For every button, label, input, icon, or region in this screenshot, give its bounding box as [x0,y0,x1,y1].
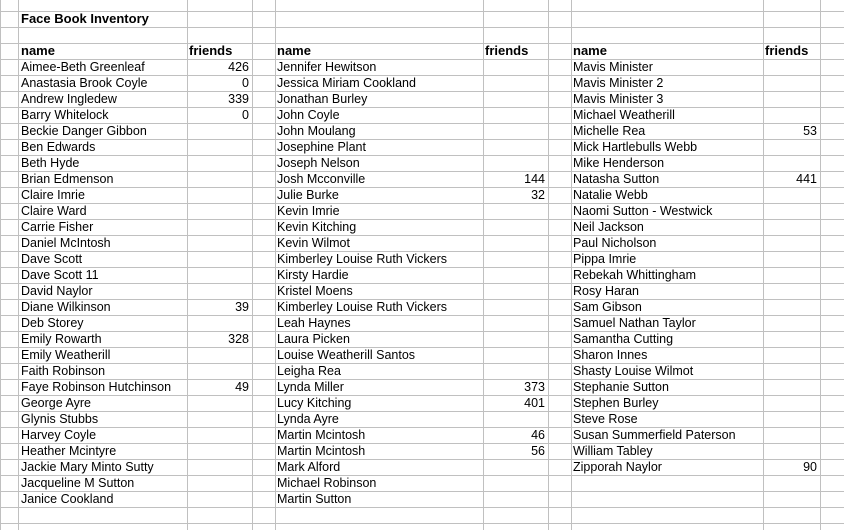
friends-cell[interactable] [189,459,249,475]
friends-cell[interactable] [757,187,817,203]
friends-cell[interactable]: 426 [228,60,249,74]
name-cell[interactable]: Martin Mcintosh [277,444,366,458]
friends-cell[interactable] [757,75,817,91]
friends-cell[interactable] [189,187,249,203]
friends-cell[interactable] [189,411,249,427]
name-cell[interactable]: Claire Ward [21,204,87,218]
name-cell[interactable]: Susan Summerfield Paterson [573,428,736,442]
name-cell[interactable]: Jonathan Burley [277,92,368,106]
friends-cell[interactable]: 0 [242,108,249,122]
name-cell[interactable]: Kimberley Louise Ruth Vickers [277,252,447,266]
friends-cell[interactable] [189,155,249,171]
name-cell[interactable]: Laura Picken [277,332,350,346]
friends-cell[interactable]: 39 [235,300,249,314]
name-cell[interactable]: George Ayre [21,396,91,410]
name-cell[interactable]: Kirsty Hardie [277,268,349,282]
name-cell[interactable]: Glynis Stubbs [21,412,99,426]
friends-cell[interactable] [757,299,817,315]
friends-cell[interactable]: 0 [242,76,249,90]
name-cell[interactable]: Kristel Moens [277,284,353,298]
friends-cell[interactable] [757,283,817,299]
name-cell[interactable]: Dave Scott [21,252,83,266]
name-cell[interactable]: Mavis Minister [573,60,653,74]
friends-cell[interactable] [485,75,545,91]
name-cell[interactable]: Neil Jackson [573,220,644,234]
friends-cell[interactable] [485,219,545,235]
name-cell[interactable]: Michael Robinson [277,476,377,490]
name-cell[interactable]: John Coyle [277,108,340,122]
friends-cell[interactable] [757,427,817,443]
friends-cell[interactable] [189,395,249,411]
friends-cell[interactable] [189,443,249,459]
friends-cell[interactable] [485,347,545,363]
friends-cell[interactable] [189,171,249,187]
friends-cell[interactable] [757,331,817,347]
friends-cell[interactable] [485,59,545,75]
friends-cell[interactable] [757,59,817,75]
friends-cell[interactable] [485,203,545,219]
friends-cell[interactable] [189,219,249,235]
name-cell[interactable]: David Naylor [21,284,93,298]
name-cell[interactable]: Daniel McIntosh [21,236,111,250]
friends-cell[interactable]: 328 [228,332,249,346]
friends-cell[interactable] [485,363,545,379]
name-cell[interactable]: Lynda Ayre [277,412,339,426]
friends-cell[interactable]: 46 [531,428,545,442]
friends-cell[interactable] [485,139,545,155]
name-cell[interactable]: Natalie Webb [573,188,648,202]
friends-cell[interactable]: 53 [803,124,817,138]
friends-cell[interactable] [189,427,249,443]
name-cell[interactable]: Mavis Minister 2 [573,76,664,90]
friends-cell[interactable] [757,155,817,171]
friends-cell[interactable] [485,123,545,139]
friends-cell[interactable] [189,475,249,491]
name-cell[interactable]: Emily Rowarth [21,332,102,346]
name-cell[interactable]: Jessica Miriam Cookland [277,76,416,90]
column-header-name[interactable]: name [277,43,311,58]
name-cell[interactable]: Shasty Louise Wilmot [573,364,694,378]
friends-cell[interactable]: 441 [796,172,817,186]
name-cell[interactable]: Josephine Plant [277,140,366,154]
friends-cell[interactable] [757,267,817,283]
friends-cell[interactable]: 49 [235,380,249,394]
name-cell[interactable]: Diane Wilkinson [21,300,111,314]
friends-cell[interactable] [485,331,545,347]
name-cell[interactable]: Joseph Nelson [277,156,360,170]
name-cell[interactable]: Mavis Minister 3 [573,92,664,106]
name-cell[interactable]: Jackie Mary Minto Sutty [21,460,154,474]
friends-cell[interactable] [757,347,817,363]
name-cell[interactable]: Kevin Imrie [277,204,340,218]
name-cell[interactable]: Jacqueline M Sutton [21,476,135,490]
friends-cell[interactable] [485,283,545,299]
friends-cell[interactable]: 56 [531,444,545,458]
friends-cell[interactable] [757,251,817,267]
friends-cell[interactable]: 401 [524,396,545,410]
friends-cell[interactable] [485,315,545,331]
friends-cell[interactable] [757,411,817,427]
name-cell[interactable]: Beckie Danger Gibbon [21,124,147,138]
friends-cell[interactable] [485,155,545,171]
name-cell[interactable]: William Tabley [573,444,653,458]
friends-cell[interactable] [757,379,817,395]
name-cell[interactable]: John Moulang [277,124,356,138]
friends-cell[interactable] [757,395,817,411]
name-cell[interactable]: Naomi Sutton - Westwick [573,204,713,218]
name-cell[interactable]: Samantha Cutting [573,332,674,346]
column-header-friends[interactable]: friends [765,43,809,58]
name-cell[interactable]: Sam Gibson [573,300,642,314]
name-cell[interactable]: Mick Hartlebulls Webb [573,140,698,154]
friends-cell[interactable] [189,123,249,139]
friends-cell[interactable] [485,235,545,251]
friends-cell[interactable] [485,411,545,427]
name-cell[interactable]: Stephen Burley [573,396,659,410]
name-cell[interactable]: Kevin Wilmot [277,236,350,250]
name-cell[interactable]: Claire Imrie [21,188,85,202]
name-cell[interactable]: Anastasia Brook Coyle [21,76,148,90]
name-cell[interactable]: Julie Burke [277,188,339,202]
name-cell[interactable]: Lynda Miller [277,380,344,394]
name-cell[interactable]: Jennifer Hewitson [277,60,377,74]
friends-cell[interactable]: 32 [531,188,545,202]
name-cell[interactable]: Leigha Rea [277,364,341,378]
name-cell[interactable]: Sharon Innes [573,348,648,362]
name-cell[interactable]: Zipporah Naylor [573,460,662,474]
name-cell[interactable]: Samuel Nathan Taylor [573,316,696,330]
name-cell[interactable]: Josh Mcconville [277,172,366,186]
name-cell[interactable]: Emily Weatherill [21,348,111,362]
name-cell[interactable]: Pippa Imrie [573,252,637,266]
sheet-title[interactable]: Face Book Inventory [21,11,149,26]
name-cell[interactable]: Beth Hyde [21,156,80,170]
name-cell[interactable]: Mike Henderson [573,156,665,170]
name-cell[interactable]: Lucy Kitching [277,396,352,410]
column-header-name[interactable]: name [21,43,55,58]
name-cell[interactable]: Steve Rose [573,412,638,426]
name-cell[interactable]: Martin Sutton [277,492,352,506]
name-cell[interactable]: Andrew Ingledew [21,92,117,106]
friends-cell[interactable] [757,315,817,331]
name-cell[interactable]: Dave Scott 11 [21,268,99,282]
friends-cell[interactable] [757,235,817,251]
column-header-friends[interactable]: friends [485,43,529,58]
friends-cell[interactable] [189,315,249,331]
friends-cell[interactable] [757,363,817,379]
name-cell[interactable]: Brian Edmenson [21,172,114,186]
name-cell[interactable]: Natasha Sutton [573,172,660,186]
name-cell[interactable]: Leah Haynes [277,316,351,330]
friends-cell[interactable] [757,139,817,155]
friends-cell[interactable] [485,475,545,491]
friends-cell[interactable] [189,235,249,251]
name-cell[interactable]: Martin Mcintosh [277,428,366,442]
name-cell[interactable]: Stephanie Sutton [573,380,669,394]
name-cell[interactable]: Deb Storey [21,316,84,330]
friends-cell[interactable]: 339 [228,92,249,106]
name-cell[interactable]: Janice Cookland [21,492,114,506]
friends-cell[interactable]: 90 [803,460,817,474]
name-cell[interactable]: Michelle Rea [573,124,646,138]
friends-cell[interactable] [757,91,817,107]
friends-cell[interactable] [189,203,249,219]
name-cell[interactable]: Harvey Coyle [21,428,97,442]
friends-cell[interactable] [189,491,249,507]
friends-cell[interactable]: 373 [524,380,545,394]
name-cell[interactable]: Rebekah Whittingham [573,268,696,282]
friends-cell[interactable] [757,203,817,219]
name-cell[interactable]: Ben Edwards [21,140,96,154]
name-cell[interactable]: Barry Whitelock [21,108,109,122]
name-cell[interactable]: Kevin Kitching [277,220,357,234]
friends-cell[interactable] [189,267,249,283]
name-cell[interactable]: Heather Mcintyre [21,444,117,458]
friends-cell[interactable] [757,107,817,123]
column-header-friends[interactable]: friends [189,43,233,58]
friends-cell[interactable] [485,491,545,507]
friends-cell[interactable] [485,459,545,475]
friends-cell[interactable] [189,347,249,363]
friends-cell[interactable] [485,91,545,107]
friends-cell[interactable] [189,251,249,267]
column-header-name[interactable]: name [573,43,607,58]
name-cell[interactable]: Michael Weatherill [573,108,675,122]
name-cell[interactable]: Carrie Fisher [21,220,94,234]
friends-cell[interactable] [485,251,545,267]
name-cell[interactable]: Aimee-Beth Greenleaf [21,60,145,74]
name-cell[interactable]: Faith Robinson [21,364,106,378]
name-cell[interactable]: Louise Weatherill Santos [277,348,416,362]
friends-cell[interactable] [757,219,817,235]
name-cell[interactable]: Mark Alford [277,460,341,474]
name-cell[interactable]: Faye Robinson Hutchinson [21,380,172,394]
name-cell[interactable]: Kimberley Louise Ruth Vickers [277,300,447,314]
friends-cell[interactable] [189,363,249,379]
friends-cell[interactable] [485,299,545,315]
friends-cell[interactable]: 144 [524,172,545,186]
friends-cell[interactable] [485,107,545,123]
friends-cell[interactable] [189,283,249,299]
friends-cell[interactable] [757,443,817,459]
name-cell[interactable]: Rosy Haran [573,284,639,298]
friends-cell[interactable] [189,139,249,155]
name-cell[interactable]: Paul Nicholson [573,236,657,250]
friends-cell[interactable] [485,267,545,283]
